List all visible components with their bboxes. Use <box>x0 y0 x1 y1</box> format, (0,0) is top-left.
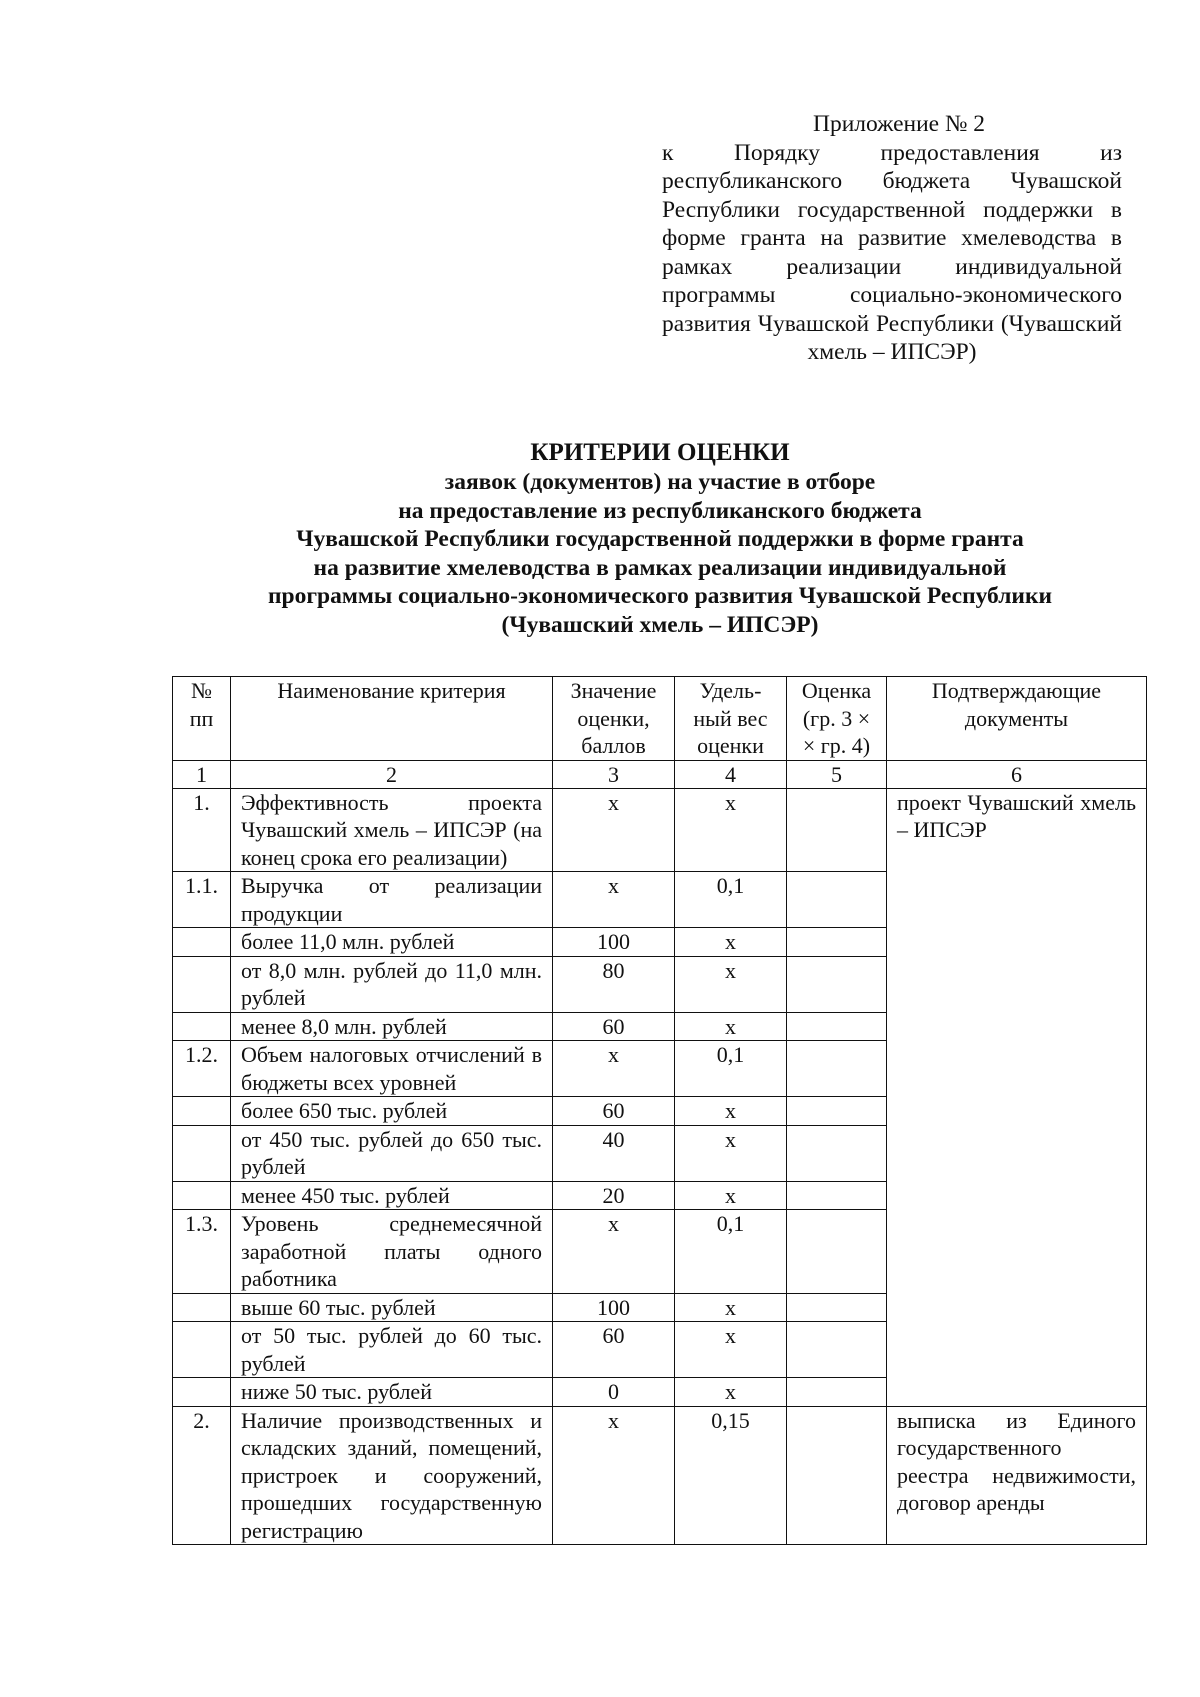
row-name: от 8,0 млн. рублей до 11,0 млн. рублей <box>231 956 553 1012</box>
title-line: Чувашской Республики государственной поддержки в форме гранта <box>296 526 1024 552</box>
row-num <box>173 956 231 1012</box>
column-number-row <box>173 760 1147 788</box>
row-num <box>173 1012 231 1041</box>
row-score <box>787 1322 887 1378</box>
header-num: № пп <box>173 677 231 761</box>
column-number: 1 <box>173 760 231 788</box>
row-docs: выписка из Единого государственного реестра недвижимости, договор аренды <box>887 1406 1147 1545</box>
row-num: 1.1. <box>173 872 231 928</box>
row-num <box>173 1378 231 1407</box>
row-score <box>787 1097 887 1126</box>
row-score <box>787 1041 887 1097</box>
title-line: заявок (документов) на участие в отборе <box>444 469 876 495</box>
row-name: Объем налоговых отчислений в бюджеты всех уровней <box>231 1041 553 1097</box>
row-name: ниже 50 тыс. рублей <box>231 1378 553 1407</box>
row-weight: х <box>675 1378 787 1407</box>
row-score <box>787 1210 887 1294</box>
row-value: 20 <box>553 1181 675 1210</box>
column-number: 5 <box>787 760 887 788</box>
row-weight: х <box>675 1181 787 1210</box>
row-value: 80 <box>553 956 675 1012</box>
table-row <box>173 788 1147 872</box>
row-weight: х <box>675 1125 787 1181</box>
row-weight: 0,15 <box>675 1406 787 1545</box>
column-number: 4 <box>675 760 787 788</box>
row-num: 1.3. <box>173 1210 231 1294</box>
row-value: х <box>553 1210 675 1294</box>
column-number: 2 <box>231 760 553 788</box>
row-value: 100 <box>553 1293 675 1322</box>
row-name: Эффективность проекта Чувашский хмель – ИПСЭР (на конец срока его реализации) <box>231 788 553 872</box>
row-score <box>787 928 887 957</box>
row-num <box>173 1293 231 1322</box>
row-weight: х <box>675 1293 787 1322</box>
row-score <box>787 872 887 928</box>
row-name: менее 450 тыс. рублей <box>231 1181 553 1210</box>
row-value: 40 <box>553 1125 675 1181</box>
row-weight: 0,1 <box>675 872 787 928</box>
header-docs: Подтверждающие документы <box>887 677 1147 761</box>
row-num <box>173 928 231 957</box>
row-score <box>787 1406 887 1545</box>
row-name: от 450 тыс. рублей до 650 тыс. рублей <box>231 1125 553 1181</box>
row-num: 1.2. <box>173 1041 231 1097</box>
row-value: х <box>553 788 675 872</box>
row-value: х <box>553 1041 675 1097</box>
row-score <box>787 788 887 872</box>
row-name: Выручка от реализации продукции <box>231 872 553 928</box>
header-value: Значение оценки, баллов <box>553 677 675 761</box>
row-value: 100 <box>553 928 675 957</box>
row-name: выше 60 тыс. рублей <box>231 1293 553 1322</box>
annex-block <box>662 110 1122 367</box>
row-score <box>787 1012 887 1041</box>
row-name: более 11,0 млн. рублей <box>231 928 553 957</box>
row-name: Уровень среднемесячной заработной платы одного работника <box>231 1210 553 1294</box>
title-line: программы социально-экономического развития Чувашской Республики <box>267 583 1053 609</box>
title-line: на развитие хмелеводства в рамках реализации индивидуальной <box>313 554 1007 581</box>
row-value: 60 <box>553 1322 675 1378</box>
row-num <box>173 1125 231 1181</box>
row-value: 60 <box>553 1012 675 1041</box>
row-weight: 0,1 <box>675 1210 787 1294</box>
row-value: 0 <box>553 1378 675 1407</box>
annex-heading: Приложение № 2 <box>812 111 986 137</box>
row-weight: х <box>675 1012 787 1041</box>
column-number: 6 <box>887 760 1147 788</box>
row-score <box>787 1125 887 1181</box>
row-num <box>173 1097 231 1126</box>
row-weight: х <box>675 1322 787 1378</box>
row-num <box>173 1322 231 1378</box>
row-name: Наличие производственных и складских зданий, помещений, пристроек и сооружений, прошедших государственную регистрацию <box>231 1406 553 1545</box>
row-name: менее 8,0 млн. рублей <box>231 1012 553 1041</box>
title-line: на предоставление из республиканского бюджета <box>398 497 922 524</box>
criteria-table <box>172 676 1147 1545</box>
row-num <box>173 1181 231 1210</box>
row-score <box>787 956 887 1012</box>
header-score: Оценка (гр. 3 × × гр. 4) <box>787 677 887 761</box>
document-title <box>160 438 1160 639</box>
annex-text: к Порядку предоставления из республиканского бюджета Чувашской Республики государственной поддержки в форме гранта на развитие хмелеводства в рамках реализации индивидуальной программы социально-экономического развития Чувашской Республики (Чувашский хмель – ИПСЭР) <box>662 139 1122 365</box>
row-weight: х <box>675 1097 787 1126</box>
row-score <box>787 1181 887 1210</box>
row-weight: х <box>675 956 787 1012</box>
header-weight: Удельный вес оценки <box>675 677 787 761</box>
row-weight: х <box>675 788 787 872</box>
row-score <box>787 1293 887 1322</box>
title-line: (Чувашский хмель – ИПСЭР) <box>501 611 819 638</box>
table-row <box>173 1406 1147 1545</box>
row-docs: проект Чувашский хмель – ИПСЭР <box>887 788 1147 1406</box>
column-number: 3 <box>553 760 675 788</box>
row-weight: х <box>675 928 787 957</box>
header-name: Наименование критерия <box>231 677 553 761</box>
row-value: х <box>553 872 675 928</box>
row-value: х <box>553 1406 675 1545</box>
row-score <box>787 1378 887 1407</box>
row-value: 60 <box>553 1097 675 1126</box>
title-main: КРИТЕРИИ ОЦЕНКИ <box>530 439 790 466</box>
table-header-row <box>173 677 1147 761</box>
row-name: от 50 тыс. рублей до 60 тыс. рублей <box>231 1322 553 1378</box>
row-name: более 650 тыс. рублей <box>231 1097 553 1126</box>
row-num: 1. <box>173 788 231 872</box>
row-num: 2. <box>173 1406 231 1545</box>
row-weight: 0,1 <box>675 1041 787 1097</box>
